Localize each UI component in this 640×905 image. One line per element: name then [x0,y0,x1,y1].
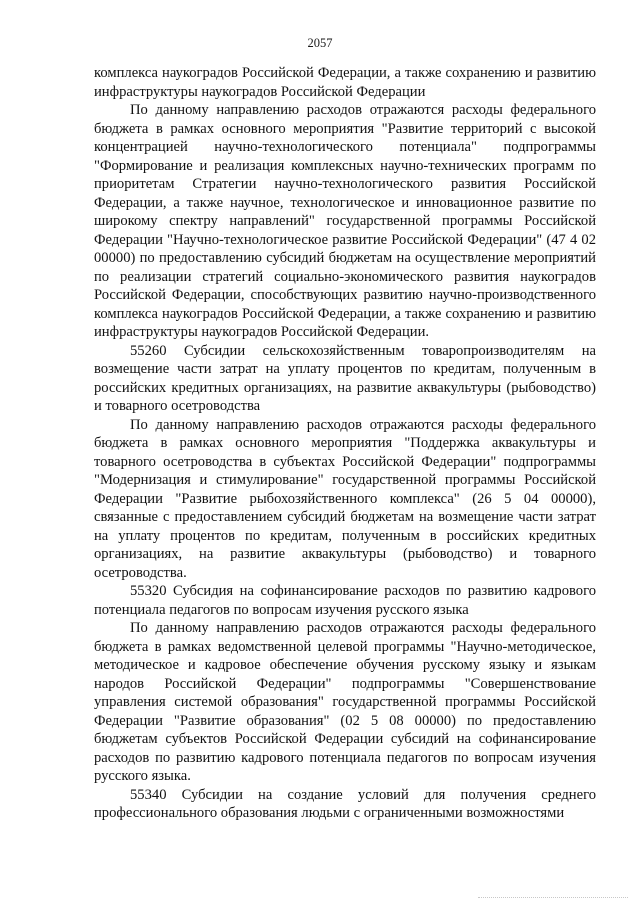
paragraph-code-heading: 55260 Субсидии сельскохозяйственным товаропроизводителям на возмещение части затрат на уплату процентов по кредитам, полученным в российских кредитных организациях, на развитие аквакультуры (рыбоводство) и товарного осетроводства [94,342,596,414]
paragraph-code-heading: 55320 Субсидия на софинансирование расходов по развитию кадрового потенциала педагогов по вопросам изучения русского языка [94,583,596,618]
body-text [94,64,596,823]
paragraph-description: По данному направлению расходов отражаются расходы федерального бюджета в рамках основного мероприятия "Развитие территорий с высокой концентрацией научно-технологического потенциала" подпрограммы "Формирование и реализация комплексных научно-технических программ по приоритетам Стратегии научно-технологического развития Российской Федерации, а также научное, технологическое и инновационное развитие по широкому спектру направлений" государственной программы Российской Федерации "Научно-технологическое развитие Российской Федерации" (47 4 02 00000) по предоставлению субсидий бюджетам на осуществление мероприятий по реализации стратегий социально-экономического развития наукоградов Российской Федерации, способствующих развитию научно-производственного комплекса наукоградов Российской Федерации, а также сохранению и развитию инфраструктуры наукоградов Российской Федерации. [94,102,596,340]
scan-edge-mark [478,897,628,901]
paragraph-continuation: комплекса наукоградов Российской Федерации, а также сохранению и развитию инфраструктуры наукоградов Российской Федерации [94,65,596,100]
paragraph-code-heading: 55340 Субсидии на создание условий для получения среднего профессионального образования людьми с ограниченными возможностями [94,786,596,821]
paragraph-description: По данному направлению расходов отражаются расходы федерального бюджета в рамках ведомственной целевой программы "Научно-методическое, методическое и кадровое обеспечение обучения русскому языку и языкам народов Российской Федерации" подпрограммы "Совершенствование управления системой образования" государственной программы Российской Федерации "Развитие образования" (02 5 08 00000) по предоставлению бюджетам субъектов Российской Федерации субсидий на софинансирование расходов по развитию кадрового потенциала педагогов по вопросам изучения русского языка. [94,620,596,784]
paragraph-description: По данному направлению расходов отражаются расходы федерального бюджета в рамках основного мероприятия "Поддержка аквакультуры и товарного осетроводства в субъектах Российской Федерации" подпрограммы "Модернизация и стимулирование" государственной программы Российской Федерации "Развитие рыбохозяйственного комплекса" (26 5 04 00000), связанные с предоставлением субсидий бюджетам на возмещение части затрат на уплату процентов по кредитам, полученным в российских кредитных организациях, на развитие аквакультуры (рыбоводство) и товарного осетроводства. [94,416,596,581]
page-number: 2057 [307,36,333,50]
